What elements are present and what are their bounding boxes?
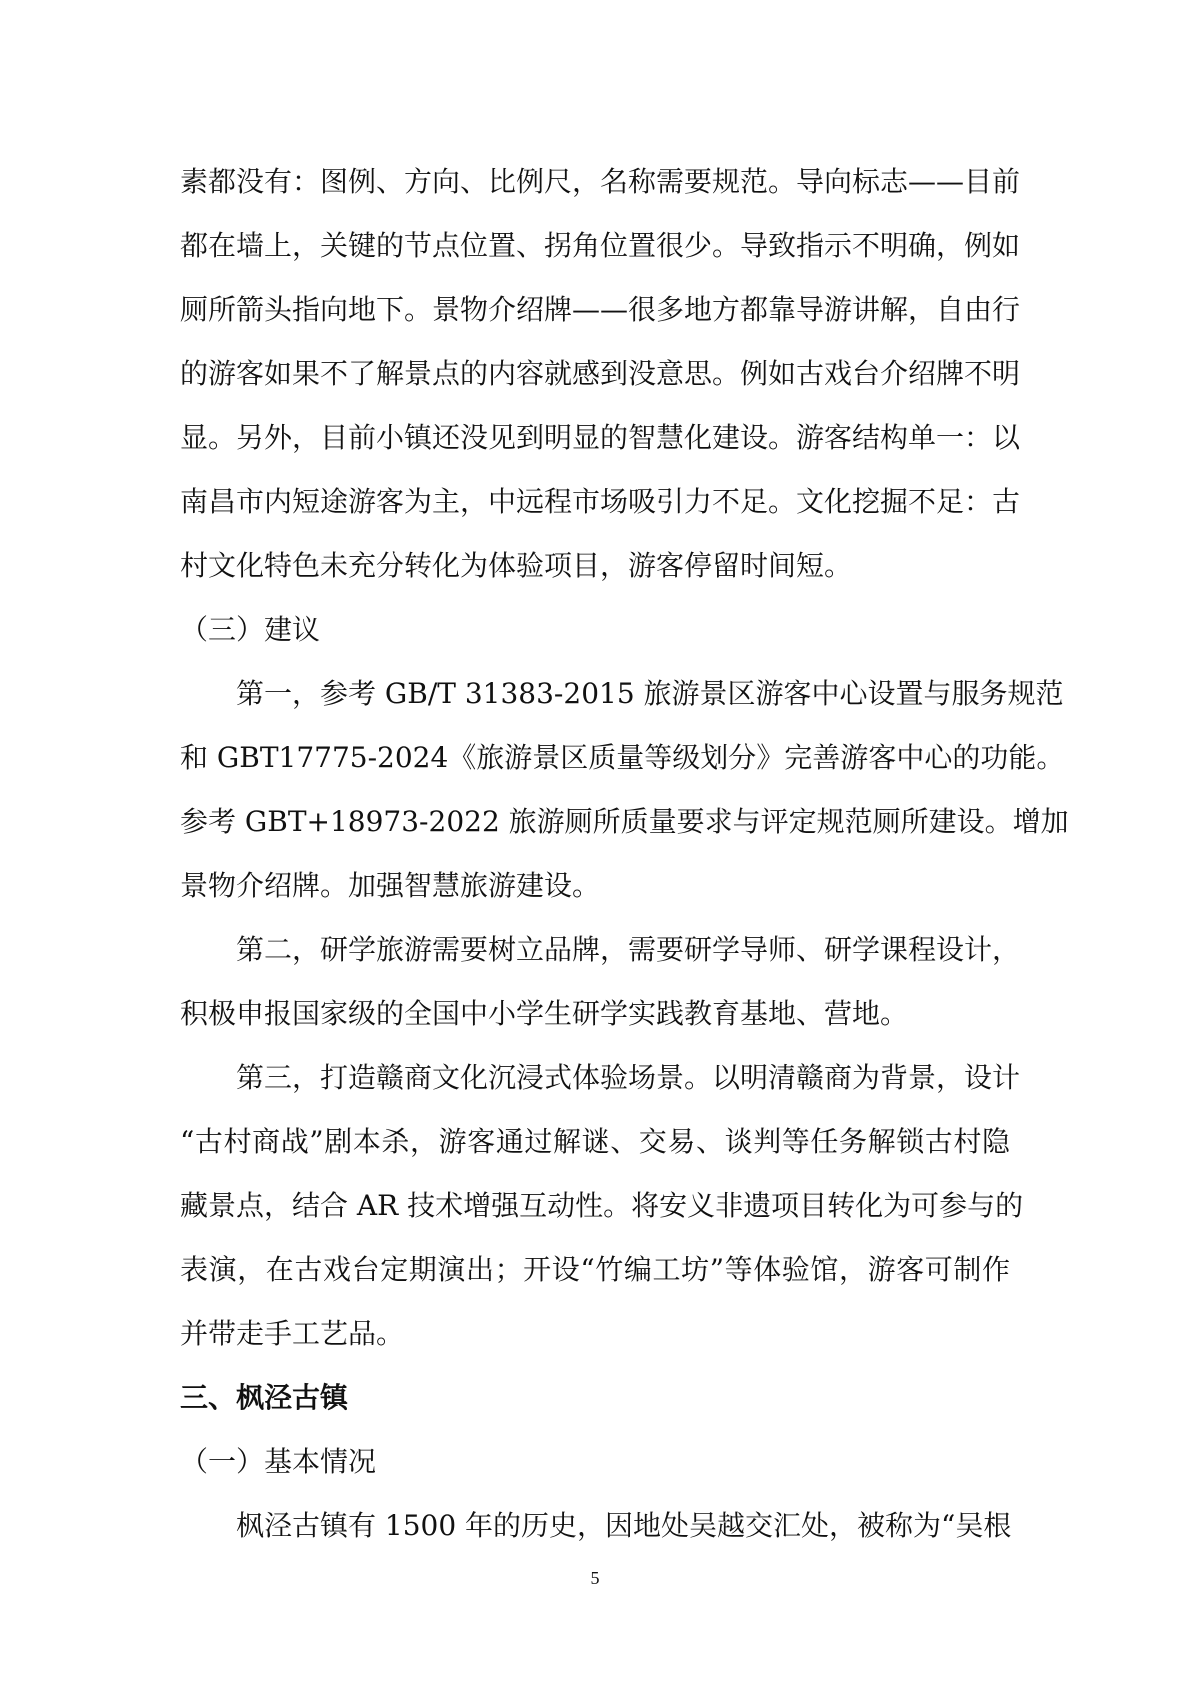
paragraph-line: 和 GBT17775-2024《旅游景区质量等级划分》完善游客中心的功能。 — [180, 741, 1065, 774]
paragraph-line: 村文化特色未充分转化为体验项目，游客停留时间短。 — [180, 549, 853, 582]
paragraph-line: 参考 GBT+18973-2022 旅游厕所质量要求与评定规范厕所建设。增加 — [180, 805, 1069, 838]
paragraph-line: 藏景点，结合 AR 技术增强互动性。将安义非遗项目转化为可参与的 — [180, 1189, 1024, 1222]
section-subheading: （三）建议 — [180, 613, 321, 646]
paragraph-line: 素都没有：图例、方向、比例尺，名称需要规范。导向标志——目前 — [180, 165, 1021, 198]
paragraph-line: 都在墙上，关键的节点位置、拐角位置很少。导致指示不明确，例如 — [180, 229, 1021, 262]
paragraph-line: 第三，打造赣商文化沉浸式体验场景。以明清赣商为背景，设计 — [236, 1061, 1021, 1094]
document-body — [180, 150, 1069, 1558]
paragraph-line: 景物介绍牌。加强智慧旅游建设。 — [180, 869, 601, 902]
paragraph-line: 第二，研学旅游需要树立品牌，需要研学导师、研学课程设计， — [236, 933, 1021, 966]
paragraph-line: 枫泾古镇有 1500 年的历史，因地处吴越交汇处，被称为“吴根 — [236, 1509, 1012, 1542]
page-number: 5 — [590, 1568, 600, 1588]
paragraph-line: 第一，参考 GB/T 31383-2015 旅游景区游客中心设置与服务规范 — [236, 677, 1064, 710]
paragraph-line: 积极申报国家级的全国中小学生研学实践教育基地、营地。 — [180, 997, 909, 1030]
paragraph-line: “古村商战”剧本杀，游客通过解谜、交易、谈判等任务解锁古村隐 — [180, 1125, 1010, 1158]
section-subheading: （一）基本情况 — [180, 1445, 377, 1478]
paragraph-line: 并带走手工艺品。 — [180, 1317, 405, 1350]
paragraph-line: 南昌市内短途游客为主，中远程市场吸引力不足。文化挖掘不足：古 — [180, 485, 1021, 518]
section-heading: 三、枫泾古镇 — [180, 1381, 349, 1414]
paragraph-line: 厕所箭头指向地下。景物介绍牌——很多地方都靠导游讲解，自由行 — [180, 293, 1021, 326]
paragraph-line: 显。另外，目前小镇还没见到明显的智慧化建设。游客结构单一：以 — [180, 421, 1021, 454]
paragraph-line: 的游客如果不了解景点的内容就感到没意思。例如古戏台介绍牌不明 — [180, 357, 1021, 390]
paragraph-line: 表演，在古戏台定期演出；开设“竹编工坊”等体验馆，游客可制作 — [180, 1253, 1010, 1286]
